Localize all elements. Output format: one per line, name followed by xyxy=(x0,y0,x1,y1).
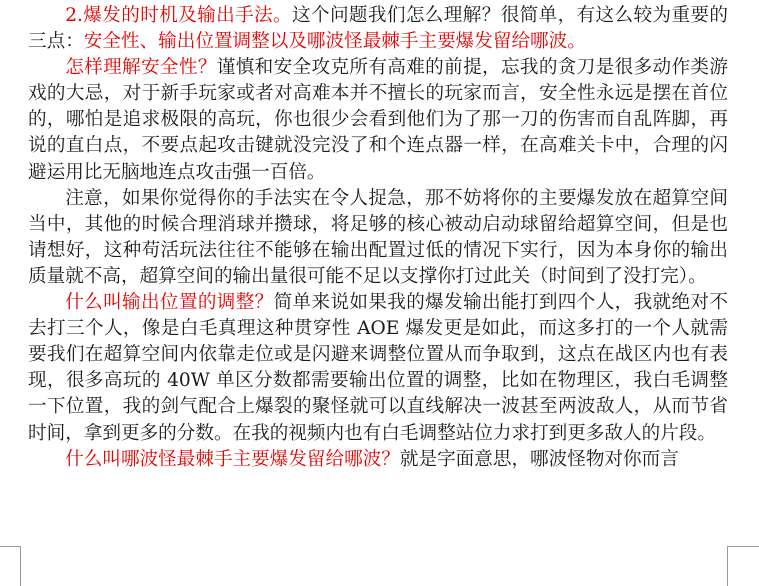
key-points-text: 安全性、输出位置调整以及哪波怪最棘手主要爆发留给哪波。 xyxy=(83,31,586,53)
paragraph-burst-timing xyxy=(28,3,728,55)
paragraph-text: 简单来说如果我的爆发输出能打到四个人，我就绝对不去打三个人，像是白毛真理这种贯穿性 AOE 爆发更是如此，而这多打的一个人就需要我们在超算空间内依靠走位或是闪避来调整位置从而争取到，这点在战区内也有表现，很多高玩的 40W 单区分数都需要输出位置的调整，比如在物理区，我白毛调整一下位置，我的剑气配合上爆裂的聚怪就可以直线解决一波甚至两波敌人，从而节省时间，拿到更多的分数。在我的视频内也有白毛调整站位力求打到更多敌人的片段。 xyxy=(28,292,728,444)
page-corner-mark-right-vertical xyxy=(727,546,728,586)
page-corner-mark-right xyxy=(727,546,759,547)
paragraph-position-adjust xyxy=(28,290,728,447)
heading-position-adjust: 什么叫输出位置的调整？ xyxy=(65,292,274,314)
document-page xyxy=(28,3,728,473)
paragraph-safety xyxy=(28,55,728,185)
page-corner-mark-left-vertical xyxy=(0,546,21,586)
paragraph-text: 谨慎和安全攻克所有高难的前提，忘我的贪刀是很多动作类游戏的大忌，对于新手玩家或者对高难本并不擅长的玩家而言，安全性永远是摆在首位的，哪怕是追求极限的高玩，你也很少会看到他们为了那一刀的伤害而自乱阵脚，再说的直白点，不要点起攻击键就没完没了和个连点器一样，在高难关卡中，合理的闪避运用比无脑地连点攻击强一百倍。 xyxy=(28,57,728,183)
paragraph-toughest-wave xyxy=(28,447,728,473)
paragraph-text: 就是字面意思，哪波怪物对你而言 xyxy=(399,448,679,470)
heading-burst-timing: 2.爆发的时机及输出手法。 xyxy=(65,5,292,26)
heading-safety: 怎样理解安全性？ xyxy=(65,57,217,79)
paragraph-note xyxy=(28,186,728,290)
paragraph-text: 这个问题我们怎么理解？很简单，有这么较为重要的三点： xyxy=(28,5,728,53)
heading-toughest-wave: 什么叫哪波怪最棘手主要爆发留给哪波？ xyxy=(65,448,400,470)
paragraph-text: 注意，如果你觉得你的手法实在令人捉急，那不妨将你的主要爆发放在超算空间当中，其他的时候合理消球并攒球，将足够的核心被动启动球留给超算空间，但是也请想好，这种苟活玩法往往不能够在输出配置过低的情况下实行，因为本身你的输出质量就不高，超算空间的输出量很可能不足以支撑你打过此关（时间到了没打完）。 xyxy=(28,187,728,287)
